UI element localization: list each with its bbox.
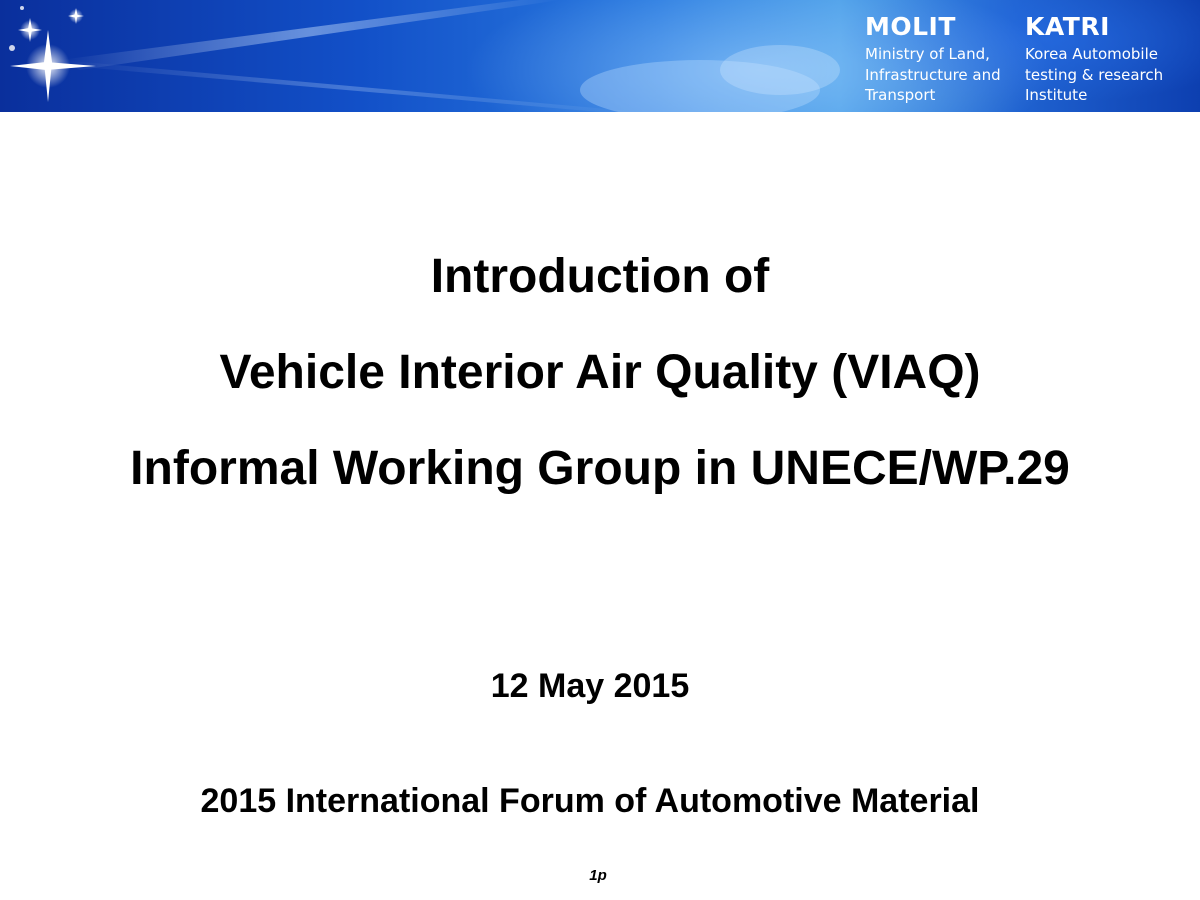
sparkle-stars-icon [0,0,1200,112]
org-molit [865,12,1001,106]
title-line: Introduction of [430,250,770,303]
slide-title [0,248,1200,536]
org-full-name: Ministry of Land, Infrastructure and Transport [865,45,1001,104]
presentation-date: 12 May 2015 [490,667,690,705]
org-acronym: KATRI [1025,12,1110,41]
event-name: 2015 International Forum of Automotive Material [200,782,980,820]
org-full-name: Korea Automobile testing & research Institute [1025,45,1164,104]
title-line: Informal Working Group in UNECE/WP.29 [130,442,1070,495]
org-acronym: MOLIT [865,12,956,41]
title-line: Vehicle Interior Air Quality (VIAQ) [219,346,981,399]
org-katri [1025,12,1163,106]
page-number: 1p [589,867,607,884]
header-banner [0,0,1200,112]
